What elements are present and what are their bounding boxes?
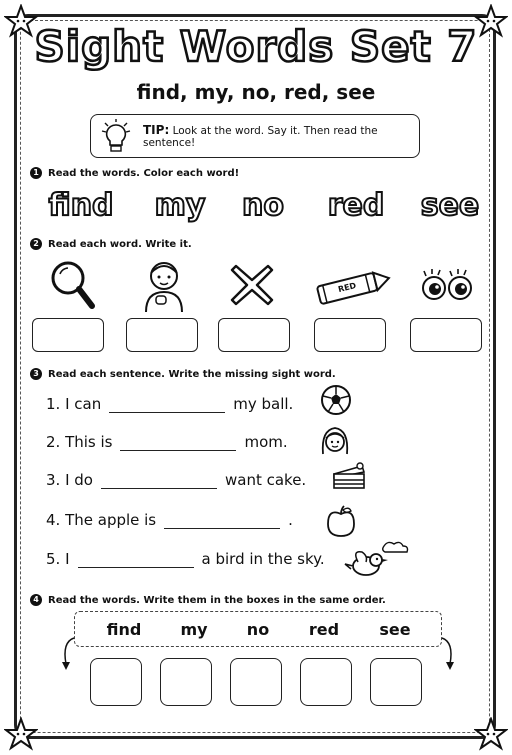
- word-bank-find: find: [106, 620, 142, 639]
- page-subtitle: find, my, no, red, see: [136, 80, 376, 104]
- sentence-5: [46, 550, 325, 568]
- bubble-word-find[interactable]: find: [48, 188, 114, 223]
- apple-icon: [326, 504, 356, 538]
- cake-slice-icon: [330, 462, 368, 492]
- star-corner-bottom-right-icon: [474, 717, 508, 751]
- tip-body-line2: sentence!: [143, 137, 196, 149]
- bubble-word-my[interactable]: my: [154, 188, 206, 223]
- left-curve-arrow-icon: [60, 636, 80, 672]
- sentence-after: .: [288, 511, 293, 529]
- soccer-ball-icon: [320, 384, 352, 416]
- section-text: Read the words. Write them in the boxes in the same order.: [48, 594, 386, 606]
- section-4-heading: [30, 594, 386, 606]
- sentence-blank[interactable]: [101, 474, 217, 489]
- sentence-blank[interactable]: [120, 436, 236, 451]
- write-box-red[interactable]: [314, 318, 386, 352]
- sentence-4: [46, 511, 293, 529]
- tip-label: TIP:: [143, 123, 170, 137]
- order-box-3[interactable]: [230, 658, 282, 706]
- section-number: 3: [30, 368, 42, 380]
- sentence-3: [46, 471, 306, 489]
- sentence-1: [46, 395, 293, 413]
- write-box-see[interactable]: [410, 318, 482, 352]
- section-text: Read each sentence. Write the missing sight word.: [48, 368, 336, 380]
- star-corner-bottom-left-icon: [4, 717, 38, 751]
- sentence-blank[interactable]: [78, 553, 194, 568]
- boy-pointing-icon: [138, 256, 190, 312]
- lightbulb-icon: [99, 119, 133, 155]
- sentence-before: 5. I: [46, 550, 70, 568]
- tip-body: Look at the word. Say it. Then read the: [172, 125, 378, 137]
- sentence-blank[interactable]: [164, 514, 280, 529]
- crayon-label: RED: [337, 280, 358, 295]
- bubble-word-see[interactable]: see: [420, 188, 480, 223]
- section-1-heading: [30, 167, 239, 179]
- tip-text: [143, 124, 413, 149]
- bubble-word-red[interactable]: red: [327, 188, 385, 223]
- sentence-after: a bird in the sky.: [201, 550, 325, 568]
- eyes-icon: [418, 266, 476, 306]
- word-bank-red: red: [308, 620, 340, 639]
- section-number: 4: [30, 594, 42, 606]
- sentence-after: want cake.: [224, 471, 307, 489]
- word-bank-my: my: [180, 620, 208, 639]
- section-text: Read the words. Color each word!: [48, 167, 240, 179]
- word-bank: [74, 611, 442, 647]
- girl-face-icon: [318, 424, 352, 458]
- word-bank-no: no: [246, 620, 270, 639]
- order-box-2[interactable]: [160, 658, 212, 706]
- sentence-after: my ball.: [233, 395, 294, 413]
- page-title: Sight Words Set 7: [34, 22, 478, 71]
- section-number: 2: [30, 238, 42, 250]
- sentence-before: 2. This is: [46, 433, 113, 451]
- section-text: Read each word. Write it.: [48, 238, 192, 250]
- write-box-find[interactable]: [32, 318, 104, 352]
- sentence-before: 4. The apple is: [46, 511, 157, 529]
- order-box-1[interactable]: [90, 658, 142, 706]
- section-number: 1: [30, 167, 42, 179]
- sentence-before: 1. I can: [46, 395, 102, 413]
- section-3-heading: [30, 368, 336, 380]
- tip-box: [90, 114, 420, 158]
- write-box-no[interactable]: [218, 318, 290, 352]
- order-box-5[interactable]: [370, 658, 422, 706]
- bird-icon: [344, 538, 412, 584]
- sentence-blank[interactable]: [109, 398, 225, 413]
- sentence-after: mom.: [244, 433, 288, 451]
- section-2-heading: [30, 238, 192, 250]
- write-box-my[interactable]: [126, 318, 198, 352]
- order-box-4[interactable]: [300, 658, 352, 706]
- word-bank-see: see: [379, 620, 411, 639]
- magnifying-glass-icon: [48, 258, 96, 310]
- x-mark-icon: [228, 262, 276, 308]
- right-curve-arrow-icon: [436, 636, 456, 672]
- sentence-2: [46, 433, 288, 451]
- sentence-before: 3. I do: [46, 471, 93, 489]
- bubble-word-no[interactable]: no: [242, 188, 284, 223]
